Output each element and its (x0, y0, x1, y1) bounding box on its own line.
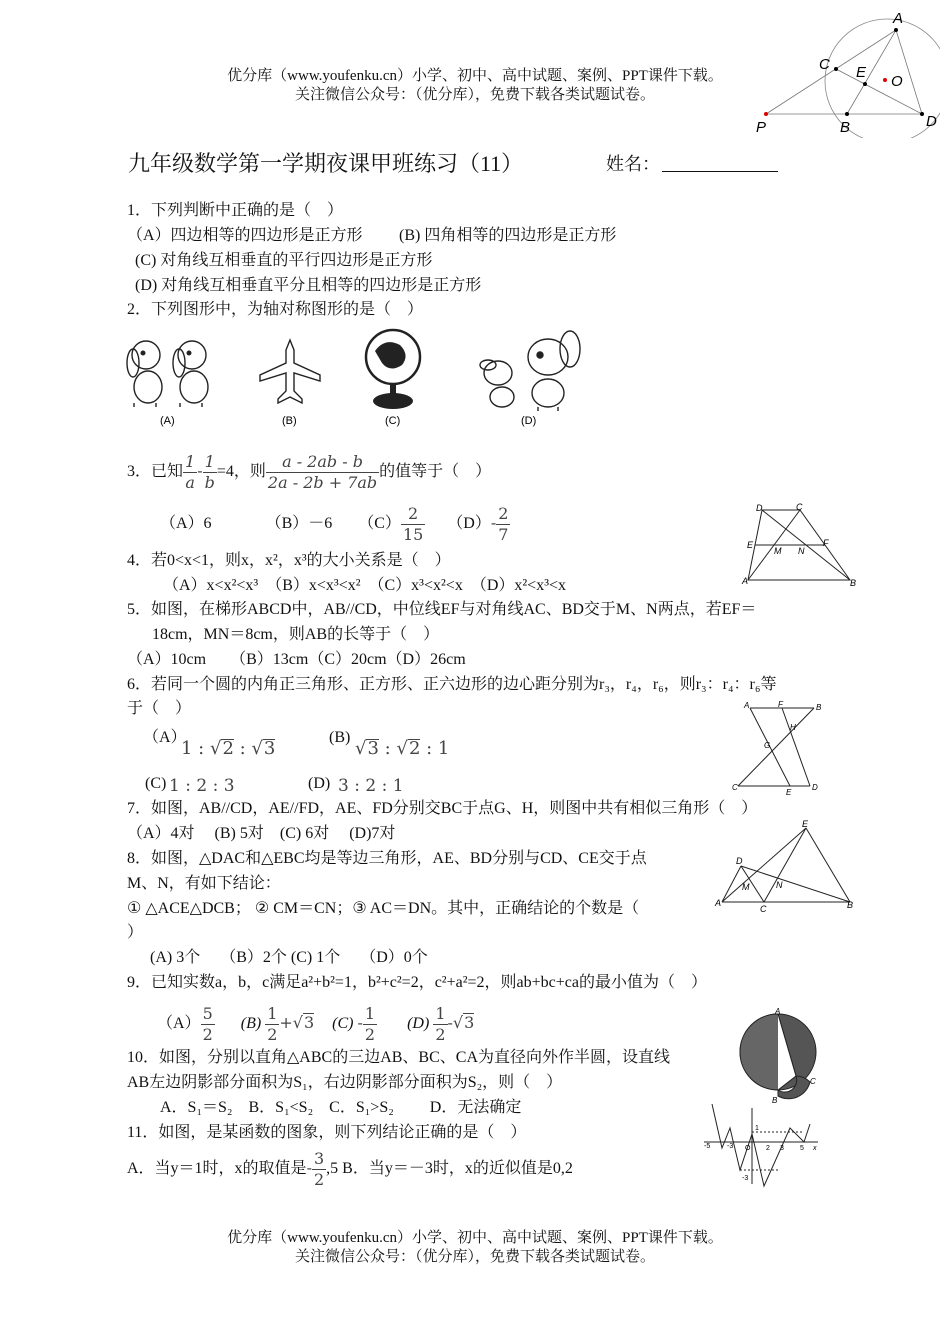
label-c: C (819, 56, 830, 73)
semi-label-a: A (775, 1008, 781, 1016)
q6-option-a-expr: 1 : √2 : √3 (181, 738, 276, 759)
q11-a-den: 2 (313, 1169, 325, 1189)
q3-frac1-den: a (185, 472, 195, 492)
q5-options: （A）10cm （B）13cm（C）20cm（D）26cm (127, 651, 466, 668)
par-label-c: C (732, 783, 738, 792)
q6-option-d-expr: 3 : 2 : 1 (338, 776, 404, 796)
q6-b-colon: : (384, 738, 391, 759)
q2-label-b: (B) (282, 415, 297, 427)
tri-label-m: M (742, 882, 750, 892)
q6-line-1: 6．若同一个圆的内角正三角形、正方形、正六边形的边心距分别为r₃，r₄，r₆，则r₃：r₄：r₆等 (127, 676, 777, 693)
q1-option-c: (C) 对角线互相垂直的平行四边形是正方形 (135, 252, 433, 269)
q3-d-minus: - (490, 513, 497, 532)
tri-label-n: N (776, 880, 783, 890)
tri-label-d: D (736, 856, 743, 866)
q3-frac3-num: a - 2ab - b (266, 452, 379, 473)
label-o: O (891, 73, 903, 90)
q3-lead: 3．已知 (127, 463, 184, 480)
q9-b-rad: 3 (303, 1013, 315, 1032)
par-label-h: H (790, 723, 796, 732)
graph-label-neg5: -5 (704, 1143, 711, 1150)
label-p: P (756, 119, 767, 136)
q3-eq: =4，则 (216, 463, 266, 480)
trap-label-d: D (756, 503, 763, 513)
q3-tail: 的值等于（ ） (379, 463, 492, 480)
label-d: D (926, 113, 937, 130)
q11-option-b: B．当y＝－3时，x的近似值是0,2 (342, 1160, 573, 1177)
q9-c-minus: - (357, 1013, 363, 1032)
graph-label-3: 3 (780, 1145, 784, 1152)
q10-options: A．S₁＝S₂ B．S₁<S₂ C．S₁>S₂ D．无法确定 (160, 1099, 522, 1116)
footer-line-2: 关注微信公众号：（优分库），免费下载各类试题试卷。 (294, 1249, 655, 1265)
par-label-a: A (744, 701, 750, 710)
q3-d-num: 2 (498, 503, 509, 523)
par-label-g: G (764, 741, 771, 750)
q7-options: （A）4对 (B) 5对 (C) 6对 (D)7对 (127, 825, 396, 842)
q9-a-den: 2 (202, 1024, 213, 1044)
semicircles-figure (738, 1008, 828, 1106)
header-line-1: 优分库（www.youfenku.cn）小学、初中、高中试题、案例、PPT课件下载。 (227, 68, 723, 84)
q1-option-d: (D) 对角线互相垂直平分且相等的四边形是正方形 (135, 277, 482, 294)
q4-stem: 4．若0<x<1，则x，x²，x³的大小关系是（ ） (127, 552, 451, 569)
q2-label-d: (D) (521, 415, 537, 427)
label-a: A (893, 10, 904, 27)
parallel-lines-figure (730, 700, 830, 796)
q8-line-2: M、N，有如下结论： (127, 875, 281, 892)
q11-option-a: A．当y＝1时，x的取值是 (127, 1160, 307, 1177)
q9-b-plus: + (279, 1013, 293, 1032)
q9-b-den: 2 (267, 1024, 278, 1044)
q6-line-2: 于（ ） (127, 700, 192, 717)
q9-d-rad: 3 (464, 1013, 475, 1032)
q6-a-rad2: 2 (222, 738, 234, 759)
par-label-e: E (786, 788, 792, 796)
q3-option-b: （B）－6 (265, 515, 333, 532)
q5-line-1: 5．如图，在梯形ABCD中，AB//CD，中位线EF与对角线AC、BD交于M、N两点，若EF＝ (127, 601, 757, 618)
q9-a-num: 5 (202, 1003, 213, 1023)
q11-options (127, 1145, 573, 1192)
q6-option-c-label: (C) (145, 775, 167, 792)
q6-b-rad2: 2 (408, 738, 421, 759)
graph-label-y-neg3: -3 (742, 1175, 749, 1182)
q9-d-num: 1 (435, 1003, 446, 1023)
name-label: 姓名： (606, 154, 660, 174)
circle-tangent-figure (740, 8, 940, 138)
q6-a-part1: 1 : (181, 738, 205, 759)
q10-line-1: 10．如图，分别以直角△ABC的三边AB、BC、CA为直径向外作半圆，设直线 (127, 1049, 671, 1066)
q9-c-num: 1 (364, 1003, 376, 1023)
q9-options: （A） $\frac{5}{2}$ (B) $\frac{1}{2}$ +√3 (C) - $\frac{1}{2}$ (D) $\frac{1}{2}$ -√3 (157, 1003, 475, 1044)
label-e: E (856, 64, 867, 81)
graph-label-o: O (745, 1145, 751, 1152)
par-label-b: B (816, 703, 822, 712)
graph-label-2: 2 (766, 1145, 770, 1152)
dogs-figure (127, 341, 208, 407)
q3-options (160, 500, 510, 547)
q1-option-a: （A）四边相等的四边形是正方形 (127, 227, 363, 244)
page-title: 九年级数学第一学期夜课甲班练习（11） (128, 151, 524, 176)
q11-a-num: 3 (313, 1148, 325, 1168)
q3-frac2-num: 1 (203, 452, 217, 473)
trap-label-c: C (796, 502, 803, 512)
q2-figures (120, 325, 590, 435)
q3-line (127, 448, 491, 495)
q6-option-a-label: （A） (143, 729, 187, 746)
q8-line-3: ① △ACE△DCB； ② CM＝CN；③ AC＝DN。其中，正确结论的个数是（ (127, 900, 640, 917)
trap-label-n: N (798, 546, 805, 556)
q8-line-4: ） (127, 924, 144, 941)
q6-option-d-label: (D) (308, 775, 331, 792)
footer-line-1: 优分库（www.youfenku.cn）小学、初中、高中试题、案例、PPT课件下载。 (227, 1230, 723, 1246)
q1-option-b: (B) 四角相等的四边形是正方形 (399, 227, 617, 244)
q3-minus: - (197, 461, 203, 480)
trapezoid-figure (740, 502, 860, 588)
q3-frac2-den: b (204, 472, 215, 492)
q6-option-b-expr: √3 : √2 : 1 (355, 738, 450, 759)
function-graph-figure (700, 1098, 824, 1190)
q3-frac3-den: 2a - 2b + 7ab (267, 472, 378, 492)
label-b: B (840, 119, 851, 136)
q9-c-den: 2 (364, 1024, 376, 1044)
trap-label-b: B (850, 578, 857, 588)
par-label-f: F (778, 700, 783, 709)
trap-label-m: M (774, 546, 782, 556)
q3-option-c: （C） (358, 515, 401, 532)
q9-d-minus: - (447, 1013, 453, 1032)
q9-option-d: (D) (407, 1015, 430, 1032)
graph-label-1: 1 (755, 1125, 759, 1132)
q3-d-den: 7 (498, 524, 509, 544)
q9-stem: 9．已知实数a，b，c满足a²+b²=1，b²+c²=2，c²+a²=2，则ab+bc+ca的最小值为（ ） (127, 974, 707, 991)
q6-a-colon: : (239, 738, 246, 759)
header-line-2: 关注微信公众号：（优分库），免费下载各类试题试卷。 (294, 87, 655, 103)
q3-option-d: （D） (447, 515, 491, 532)
trap-label-e: E (747, 540, 754, 550)
q9-d-den: 2 (435, 1024, 446, 1044)
q3-c-den: 15 (402, 524, 424, 544)
q3-option-a: （A）6 (160, 515, 212, 532)
par-label-d: D (812, 783, 818, 792)
q5-line-2: 18cm，MN＝8cm，则AB的长等于（ ） (152, 626, 440, 643)
q9-option-a: （A） (157, 1015, 201, 1032)
name-blank-line[interactable] (662, 171, 778, 172)
q2-stem: 2．下列图形中，为轴对称图形的是（ ） (127, 301, 424, 318)
q11-a-tail: ,5 (326, 1160, 339, 1177)
tri-label-c: C (760, 904, 767, 912)
q2-label-c: (C) (385, 415, 401, 427)
q8-line-1: 8．如图，△DAC和△EBC均是等边三角形，AE、BD分别与CD、CE交于点 (127, 850, 647, 867)
q6-option-c-expr: 1 : 2 : 3 (169, 776, 235, 796)
tri-label-b: B (847, 900, 854, 910)
trap-label-a: A (742, 576, 749, 586)
q9-option-b: (B) (240, 1015, 262, 1032)
graph-label-5: 5 (800, 1145, 804, 1152)
q8-options: (A) 3个 （B）2个 (C) 1个 （D）0个 (150, 949, 428, 966)
animals-figure (480, 331, 580, 411)
q9-b-num: 1 (267, 1003, 278, 1023)
q10-line-2: AB左边阴影部分面积为S₁，右边阴影部分面积为S₂，则（ ） (127, 1074, 563, 1091)
semi-label-b: B (772, 1096, 778, 1105)
graph-label-x: x (813, 1145, 817, 1152)
trap-label-f: F (823, 538, 829, 548)
q2-label-a: (A) (160, 415, 175, 427)
q7-stem: 7．如图，AB//CD，AE//FD，AE、FD分别交BC于点G、H，则图中共有相似三角形（ ） (127, 800, 758, 817)
globe-figure (366, 330, 420, 409)
q9-option-c: (C) (332, 1015, 354, 1032)
q11-a-minus: - (306, 1158, 312, 1177)
equilateral-triangles-figure (714, 820, 856, 912)
q11-stem: 11．如图，是某函数的图象，则下列结论正确的是（ ） (127, 1124, 527, 1141)
semi-label-c: C (810, 1077, 816, 1086)
q4-options: （A）x<x²<x³ （B）x<x³<x² （C）x³<x²<x （D）x²<x³<x (163, 577, 567, 594)
q6-b-rad3: 3 (367, 738, 379, 759)
q6-b-part3: : 1 (426, 738, 450, 759)
q1-stem: 1．下列判断中正确的是（ ） (127, 202, 344, 219)
airplane-figure (260, 340, 320, 403)
q3-c-num: 2 (401, 504, 425, 525)
q6-option-b-label: (B) (329, 729, 351, 746)
tri-label-e: E (802, 820, 809, 829)
q6-a-rad3: 3 (263, 738, 276, 759)
q3-frac1-num: 1 (185, 451, 196, 471)
graph-label-neg3: -3 (727, 1143, 734, 1150)
tri-label-a: A (715, 898, 722, 908)
